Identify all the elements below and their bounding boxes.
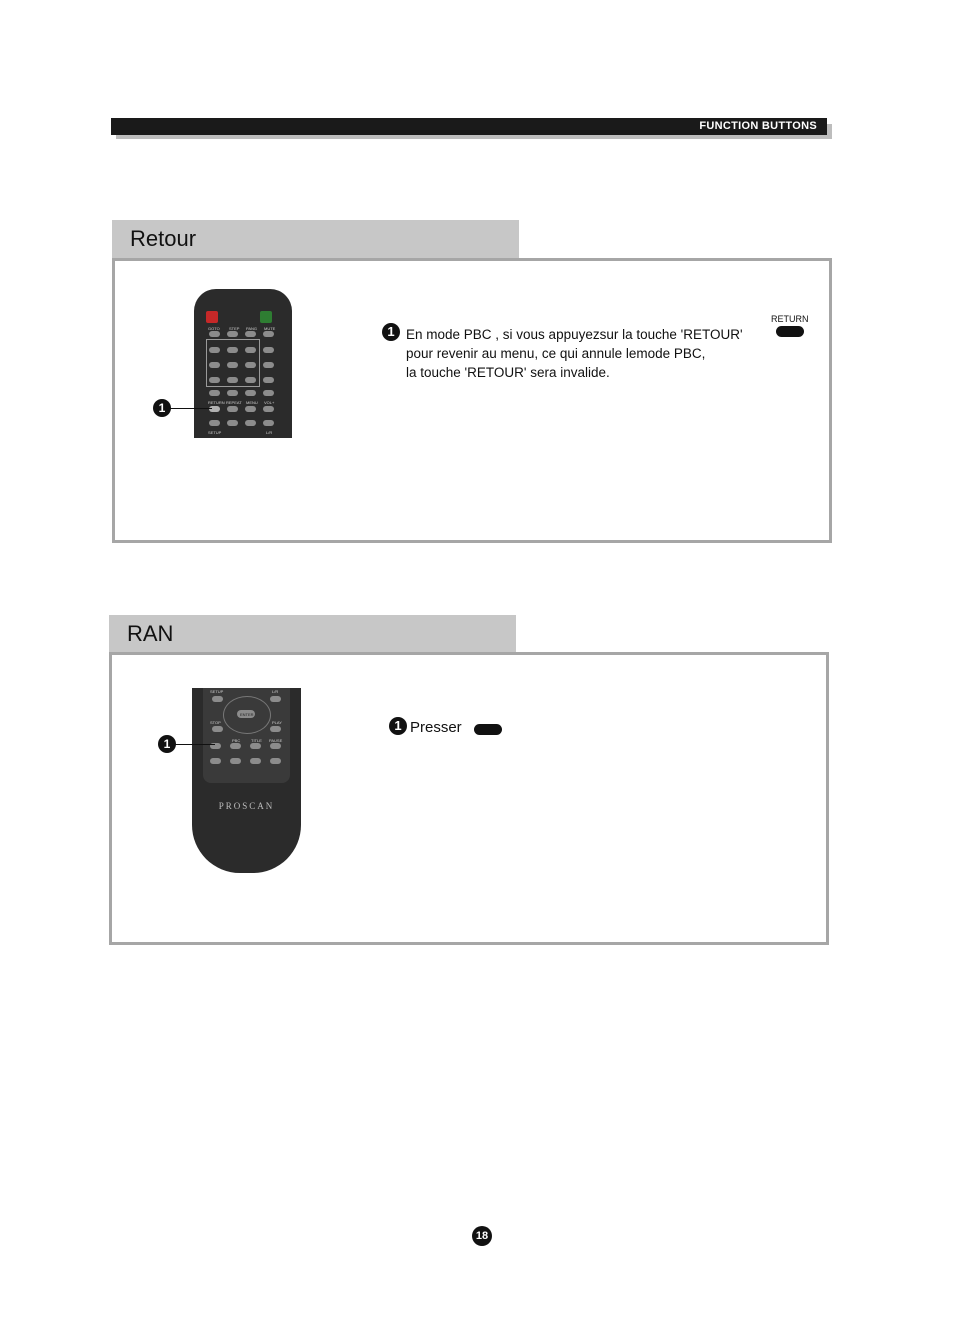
section-title-retour: Retour xyxy=(130,226,197,251)
remote-button xyxy=(209,331,220,337)
remote-button xyxy=(270,758,281,764)
remote-button xyxy=(227,420,238,426)
remote-button xyxy=(209,347,220,353)
section-title-ran: RAN xyxy=(127,621,174,646)
remote-label: GOTO xyxy=(208,326,220,331)
remote-button xyxy=(230,743,241,749)
remote-button xyxy=(209,390,220,396)
return-button-icon xyxy=(776,326,804,337)
remote-label: STOP xyxy=(210,720,221,725)
remote-label: VOL+ xyxy=(264,400,275,405)
remote-button xyxy=(209,377,220,383)
remote-label: PAUSE xyxy=(269,738,283,743)
remote-button xyxy=(227,390,238,396)
remote-button xyxy=(270,726,281,732)
remote-button xyxy=(263,331,274,337)
remote-button xyxy=(227,347,238,353)
random-button-icon xyxy=(474,724,502,735)
callout-line xyxy=(175,744,215,745)
section-tab-retour xyxy=(112,220,519,258)
brand-logo: PROSCAN xyxy=(218,801,275,811)
remote-button xyxy=(227,406,238,412)
instruction-line: la touche 'RETOUR' sera invalide. xyxy=(406,365,610,380)
remote-button xyxy=(209,362,220,368)
remote-image-top xyxy=(194,289,292,438)
remote-button xyxy=(212,726,223,732)
remote-button xyxy=(230,758,241,764)
remote-label: SETUP xyxy=(208,430,222,435)
callout-marker: 1 xyxy=(158,735,176,753)
remote-button xyxy=(209,420,220,426)
remote-button xyxy=(270,696,281,702)
remote-button xyxy=(245,347,256,353)
remote-button xyxy=(245,377,256,383)
remote-label: PBC xyxy=(232,738,241,743)
remote-label: SETUP xyxy=(210,689,224,694)
remote-button xyxy=(263,347,274,353)
remote-button xyxy=(212,696,223,702)
remote-label: L/R xyxy=(266,430,273,435)
remote-button xyxy=(245,406,256,412)
remote-label: MENU xyxy=(246,400,258,405)
button-caption-return: RETURN xyxy=(771,314,809,324)
callout-marker: 1 xyxy=(153,399,171,417)
remote-button xyxy=(245,362,256,368)
remote-button xyxy=(263,390,274,396)
remote-label: MUTE xyxy=(264,326,276,331)
step-number: 1 xyxy=(389,717,407,735)
remote-button xyxy=(245,420,256,426)
header-title: FUNCTION BUTTONS xyxy=(699,120,817,132)
remote-label: L/R xyxy=(272,689,279,694)
remote-return-button xyxy=(209,406,220,412)
power-button xyxy=(206,311,218,323)
remote-button xyxy=(250,758,261,764)
remote-button xyxy=(250,743,261,749)
remote-label: REPEAT xyxy=(226,400,242,405)
remote-label: STEP xyxy=(229,326,240,331)
remote-label: RETURN xyxy=(208,400,225,405)
remote-button xyxy=(263,420,274,426)
remote-button xyxy=(210,758,221,764)
retour-instructions xyxy=(406,325,786,382)
page-number: 18 xyxy=(472,1226,492,1246)
header-bar xyxy=(111,118,827,135)
remote-button xyxy=(270,743,281,749)
instruction-line: En mode PBC , si vous appuyezsur la touche 'RETOUR' xyxy=(406,327,743,342)
press-label: Presser xyxy=(410,719,462,736)
remote-button xyxy=(263,362,274,368)
remote-button xyxy=(263,377,274,383)
remote-button xyxy=(227,331,238,337)
instruction-line: pour revenir au menu, ce qui annule lemode PBC, xyxy=(406,346,706,361)
remote-label: TITLE xyxy=(251,738,262,743)
callout-line xyxy=(170,408,212,409)
eject-button xyxy=(260,311,272,323)
remote-button xyxy=(227,362,238,368)
remote-label: PLAY xyxy=(272,720,282,725)
section-tab-ran xyxy=(109,615,516,653)
remote-label: PANG xyxy=(246,326,258,331)
remote-label: ENTER xyxy=(240,712,254,717)
remote-image-bottom xyxy=(192,688,301,873)
remote-button xyxy=(245,331,256,337)
remote-button xyxy=(227,377,238,383)
step-number: 1 xyxy=(382,323,400,341)
remote-button xyxy=(263,406,274,412)
remote-button xyxy=(245,390,256,396)
